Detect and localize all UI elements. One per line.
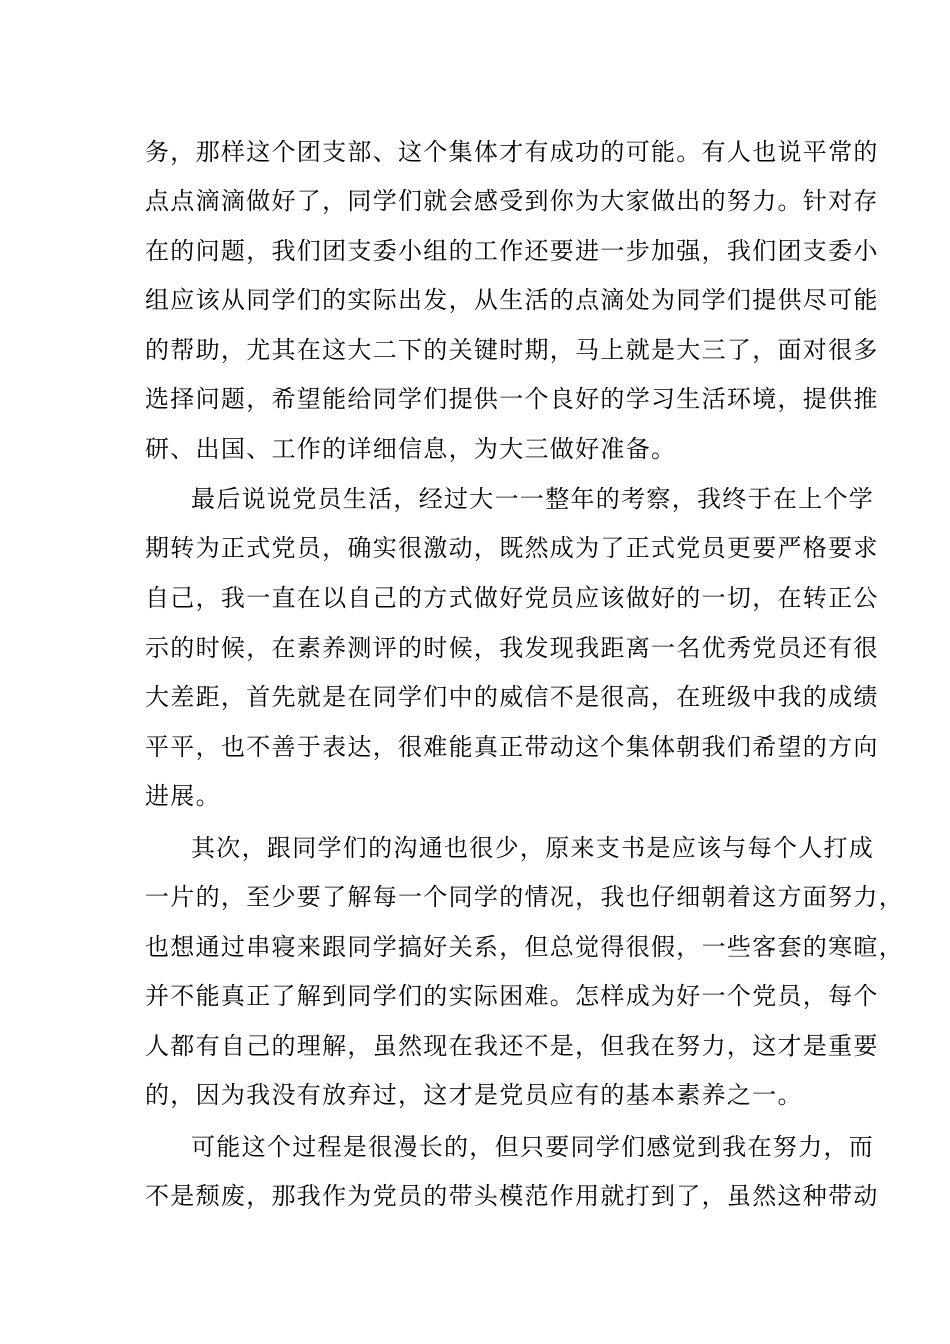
text-line: 的，因为我没有放弃过，这才是党员应有的基本素养之一。 bbox=[145, 1081, 803, 1109]
text-line: 也想通过串寝来跟同学搞好关系，但总觉得很假，一些客套的寒暄， bbox=[145, 933, 904, 961]
text-line: 研、出国、工作的详细信息，为大三做好准备。 bbox=[145, 435, 677, 463]
text-line: 示的时候，在素养测评的时候，我发现我距离一名优秀党员还有很 bbox=[145, 634, 879, 662]
text-line: 务，那样这个团支部、这个集体才有成功的可能。有人也说平常的 bbox=[145, 138, 879, 166]
text-line: 期转为正式党员，确实很激动，既然成为了正式党员更要严格要求 bbox=[145, 534, 879, 562]
text-line: 进展。 bbox=[145, 782, 221, 810]
text-line: 选择问题，希望能给同学们提供一个良好的学习生活环境，提供推 bbox=[145, 385, 879, 413]
text-line: 组应该从同学们的实际出发，从生活的点滴处为同学们提供尽可能 bbox=[145, 286, 879, 314]
text-line: 大差距，首先就是在同学们中的威信不是很高，在班级中我的成绩 bbox=[145, 683, 879, 711]
text-line: 在的问题，我们团支委小组的工作还要进一步加强，我们团支委小 bbox=[145, 237, 879, 265]
text-line: 自己，我一直在以自己的方式做好党员应该做好的一切，在转正公 bbox=[145, 584, 879, 612]
text-line: 并不能真正了解到同学们的实际困难。怎样成为好一个党员，每个 bbox=[145, 982, 879, 1010]
text-line: 的帮助，尤其在这大二下的关键时期，马上就是大三了，面对很多 bbox=[145, 336, 879, 364]
text-line: 不是颓废，那我作为党员的带头模范作用就打到了，虽然这种带动 bbox=[145, 1182, 879, 1210]
paragraph-first-line: 可能这个过程是很漫长的，但只要同学们感觉到我在努力，而 bbox=[191, 1133, 875, 1161]
text-line: 点点滴滴做好了，同学们就会感受到你为大家做出的努力。针对存 bbox=[145, 187, 879, 215]
text-line: 一片的，至少要了解每一个同学的情况，我也仔细朝着这方面努力， bbox=[145, 883, 904, 911]
paragraph-first-line: 其次，跟同学们的沟通也很少，原来支书是应该与每个人打成 bbox=[191, 834, 875, 862]
text-line: 人都有自己的理解，虽然现在我还不是，但我在努力，这才是重要 bbox=[145, 1032, 879, 1060]
paragraph-first-line: 最后说说党员生活，经过大一一整年的考察，我终于在上个学 bbox=[191, 485, 875, 513]
text-line: 平平，也不善于表达，很难能真正带动这个集体朝我们希望的方向 bbox=[145, 733, 879, 761]
